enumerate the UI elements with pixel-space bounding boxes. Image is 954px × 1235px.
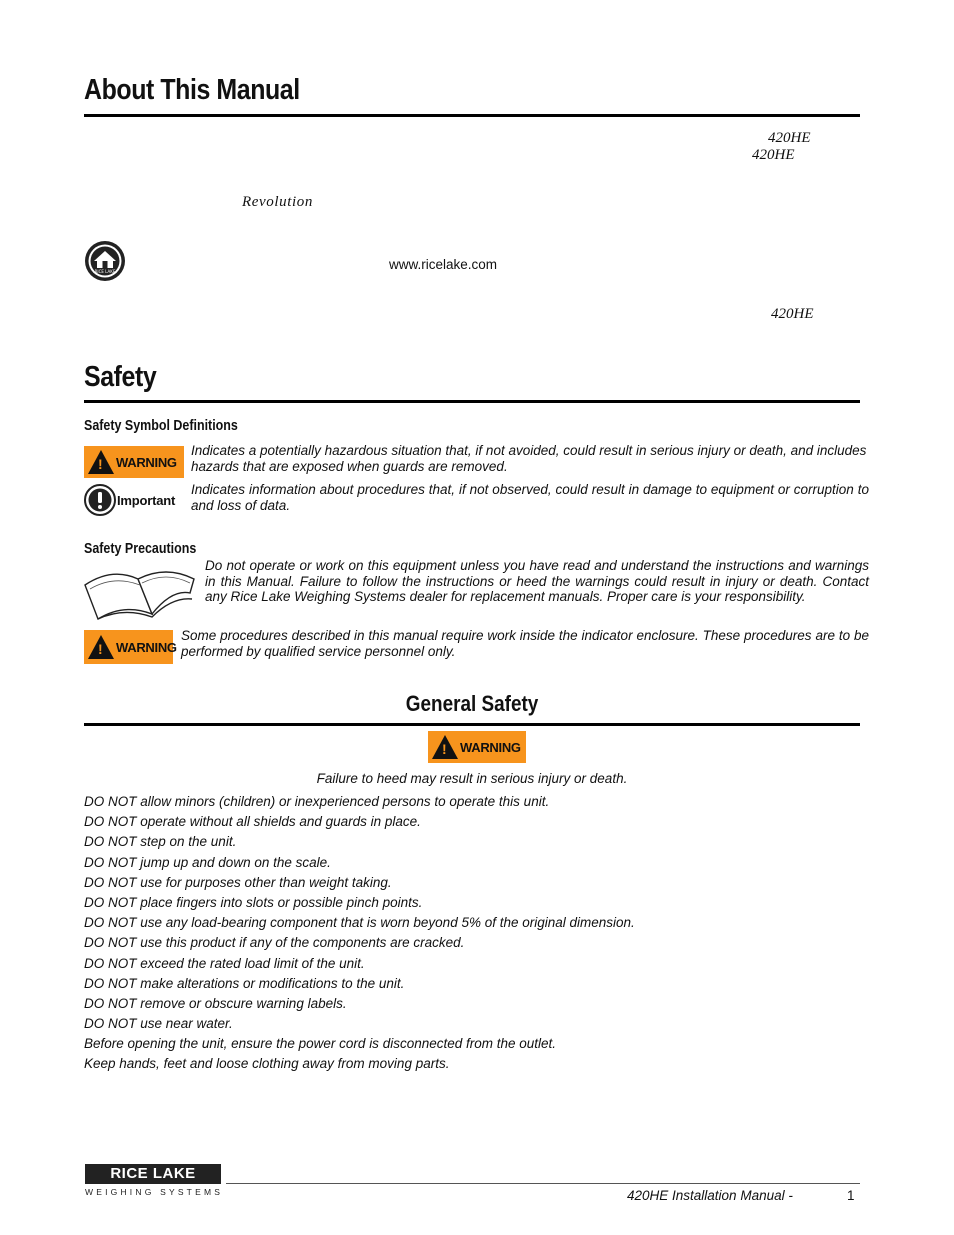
warning-badge [84,446,184,478]
precaution-warning-badge [84,630,177,664]
logo-top: RICE LAKE [85,1164,221,1184]
list-item: DO NOT operate without all shields and guards in place. [84,814,421,830]
list-item: DO NOT exceed the rated load limit of the unit. [84,955,365,971]
precaution-2: Some procedures described in this manual require work inside the indicator enclosure. These procedures are to be performed by qualified service personnel only. [181,628,869,659]
general-safety-list [84,793,635,1076]
rice-lake-logo [85,1164,224,1197]
list-item: Before opening the unit, ensure the power cord is disconnected from the outlet. [84,1036,557,1052]
warning-icon: ! [432,735,458,759]
general-safety-intro: Failure to heed may result in serious injury or death. [316,771,628,786]
important-badge-label: Important [117,492,176,508]
safety-rule [84,400,860,403]
general-warning-badge [428,731,526,763]
book-icon [82,559,200,621]
important-icon [84,484,116,516]
general-safety-title-wrap [84,691,860,717]
warning-badge-label: WARNING [116,454,177,470]
list-item: DO NOT use near water. [84,1016,233,1032]
symbol-definitions-heading: Safety Symbol Definitions [84,418,238,434]
about-fragment-3: Revolution [242,194,313,210]
list-item: DO NOT remove or obscure warning labels. [84,995,347,1011]
list-item: Keep hands, feet and loose clothing away from moving parts. [84,1056,450,1072]
general-safety-title: General Safety [405,691,539,716]
list-item: DO NOT use for purposes other than weight taking. [84,874,392,890]
list-item: DO NOT make alterations or modifications to the unit. [84,975,405,991]
about-title: About This Manual [84,74,300,106]
safety-title: Safety [84,361,157,393]
warning-icon: ! [88,450,114,474]
footer-manual-title: 420HE Installation Manual - [627,1188,793,1203]
general-warning-label: WARNING [460,739,521,755]
important-badge [84,484,175,516]
about-rule [84,114,860,117]
list-item: DO NOT step on the unit. [84,834,237,850]
warning-definition: Indicates a potentially hazardous situation that, if not avoided, could result in serious injury or death, and includes hazards that are exposed when guards are removed. [191,443,867,474]
warning-icon: ! [88,635,114,659]
important-definition: Indicates information about procedures that, if not observed, could result in damage to equipment or corruption to and loss of data. [191,482,869,513]
list-item: DO NOT use any load-bearing component that is worn beyond 5% of the original dimension. [84,915,635,931]
page-number: 1 [847,1188,855,1203]
about-fragment-5: 420HE [771,306,814,322]
list-item: DO NOT place fingers into slots or possible pinch points. [84,894,423,910]
website-link[interactable]: www.ricelake.com [389,257,498,272]
list-item: DO NOT jump up and down on the scale. [84,854,331,870]
home-icon [84,240,126,282]
precaution-1: Do not operate or work on this equipment unless you have read and understand the instructions and warnings in this Manual. Failure to follow the instructions or heed the warnings could result in injury or death. Contact any Rice Lake Weighing Systems dealer for replacement manuals. Proper care is your responsibility. [205,558,869,604]
general-safety-rule [84,723,860,726]
about-fragment-1: 420HE [768,130,811,146]
list-item: DO NOT use this product if any of the components are cracked. [84,935,465,951]
logo-bottom: WEIGHING SYSTEMS [85,1187,224,1197]
svg-text:RICE LAKE: RICE LAKE [94,269,116,274]
precaution-warning-label: WARNING [116,639,177,655]
safety-precautions-heading: Safety Precautions [84,541,197,557]
list-item: DO NOT allow minors (children) or inexperienced persons to operate this unit. [84,794,550,809]
about-fragment-2: 420HE [752,147,795,163]
footer-rule [226,1183,860,1184]
